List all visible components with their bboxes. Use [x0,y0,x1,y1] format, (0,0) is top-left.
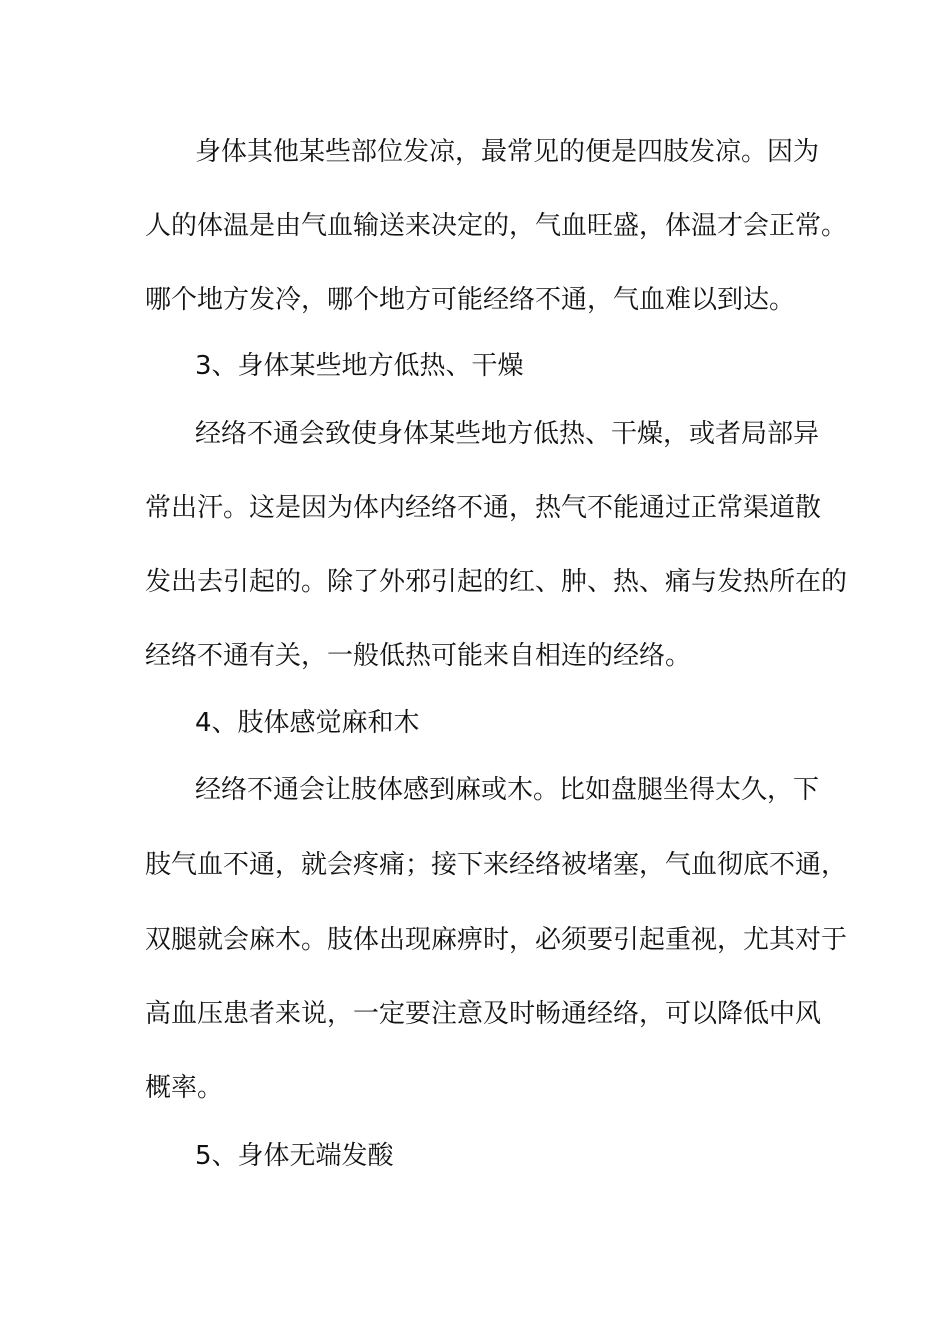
paragraph-line: 高血压患者来说，一定要注意及时畅通经络，可以降低中风 [145,999,822,1029]
paragraph-line: 经络不通会让肢体感到麻或木。比如盘腿坐得太久，下 [195,775,820,805]
paragraph-line: 身体其他某些部位发凉，最常见的便是四肢发凉。因为 [195,137,820,167]
section-heading: 4、肢体感觉麻和木 [195,708,420,738]
paragraph-line: 常出汗。这是因为体内经络不通，热气不能通过正常渠道散 [145,493,822,523]
section-heading: 3、身体某些地方低热、干燥 [195,351,524,381]
paragraph-line: 哪个地方发冷，哪个地方可能经络不通，气血难以到达。 [145,285,796,315]
paragraph-line: 经络不通有关，一般低热可能来自相连的经络。 [145,641,692,671]
section-heading: 5、身体无端发酸 [195,1141,394,1171]
paragraph-line: 发出去引起的。除了外邪引起的红、肿、热、痛与发热所在的 [145,567,848,597]
paragraph-line: 肢气血不通，就会疼痛；接下来经络被堵塞，气血彻底不通， [145,850,848,880]
paragraph-line: 双腿就会麻木。肢体出现麻痹时，必须要引起重视，尤其对于 [145,925,848,955]
paragraph-line: 经络不通会致使身体某些地方低热、干燥，或者局部异 [195,419,820,449]
paragraph-line: 人的体温是由气血输送来决定的，气血旺盛，体温才会正常。 [145,211,848,241]
paragraph-line: 概率。 [145,1073,224,1103]
